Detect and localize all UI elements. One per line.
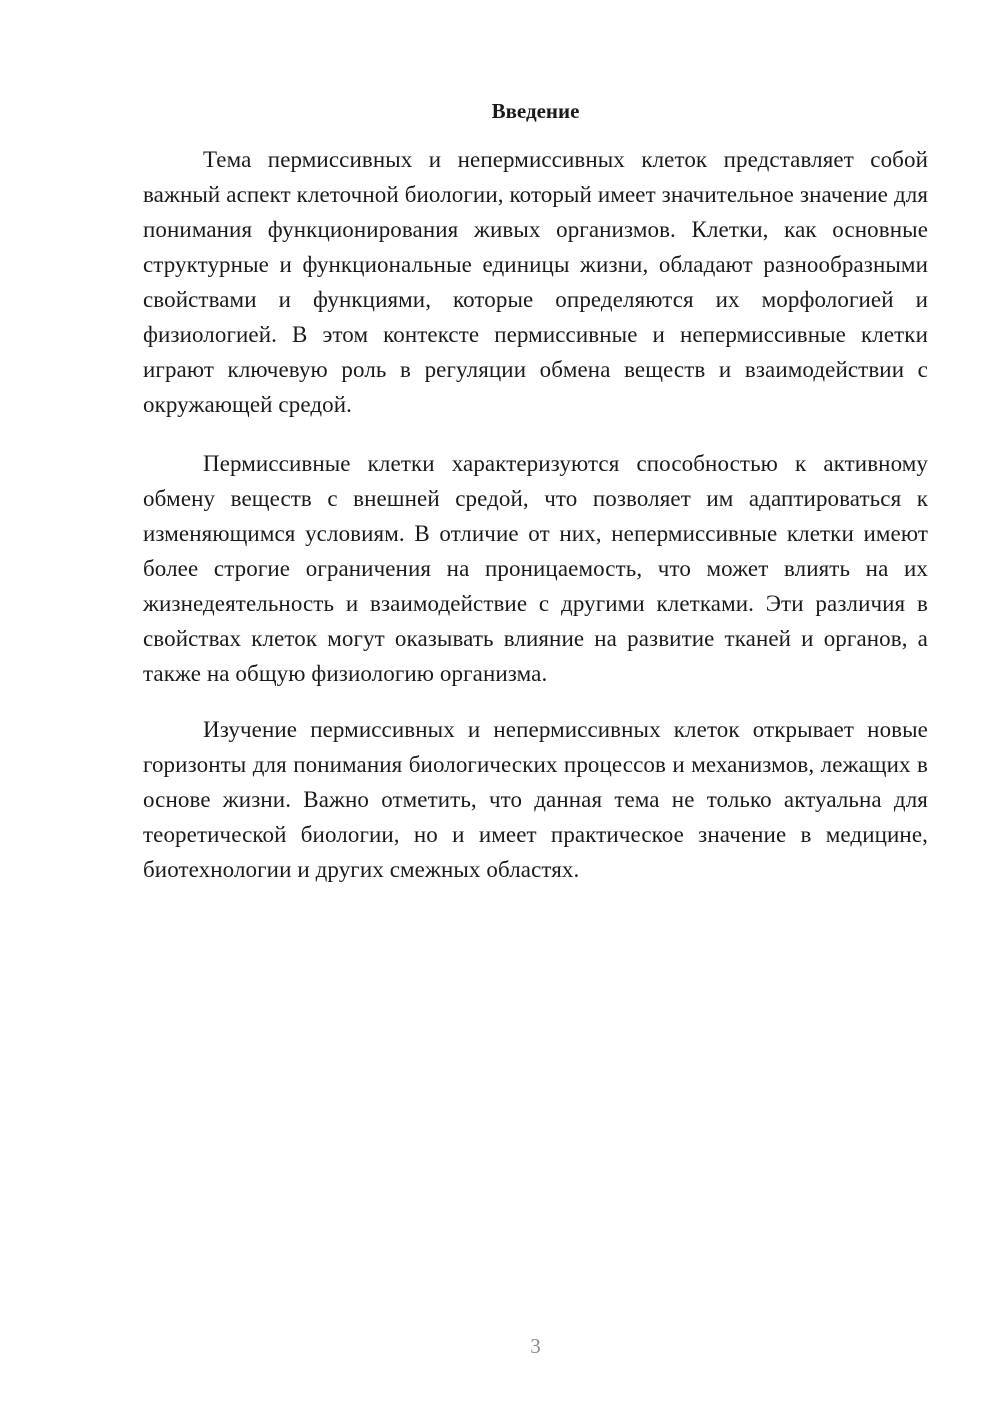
paragraph-2: Пермиссивные клетки характеризуются способностью к активному обмену веществ с внешней средой, что позволяет им адаптироваться к изменяющимся условиям. В отличие от них, непермиссивные клетки имеют более строгие ограничения на проницаемость, что может влиять на их жизнедеятельность и взаимодействие с другими клетками. Эти различия в свойствах клеток могут оказывать влияние на развитие тканей и органов, а также на общую физиологию организма. bbox=[143, 451, 928, 686]
paragraph-3: Изучение пермиссивных и непермиссивных клеток открывает новые горизонты для понимания биологических процессов и механизмов, лежащих в основе жизни. Важно отметить, что данная тема не только актуальна для теоретической биологии, но и имеет практическое значение в медицине, биотехнологии и других смежных областях. bbox=[143, 717, 928, 882]
paragraph-1: Тема пермиссивных и непермиссивных клеток представляет собой важный аспект клеточной биологии, который имеет значительное значение для понимания функционирования живых организмов. Клетки, как основные структурные и функциональные единицы жизни, обладают разнообразными свойствами и функциями, которые определяются их морфологией и физиологией. В этом контексте пермиссивные и непермиссивные клетки играют ключевую роль в регуляции обмена веществ и взаимодействии с окружающей средой. bbox=[143, 147, 928, 417]
section-heading: Введение bbox=[491, 99, 580, 123]
page-number: 3 bbox=[530, 1334, 541, 1358]
